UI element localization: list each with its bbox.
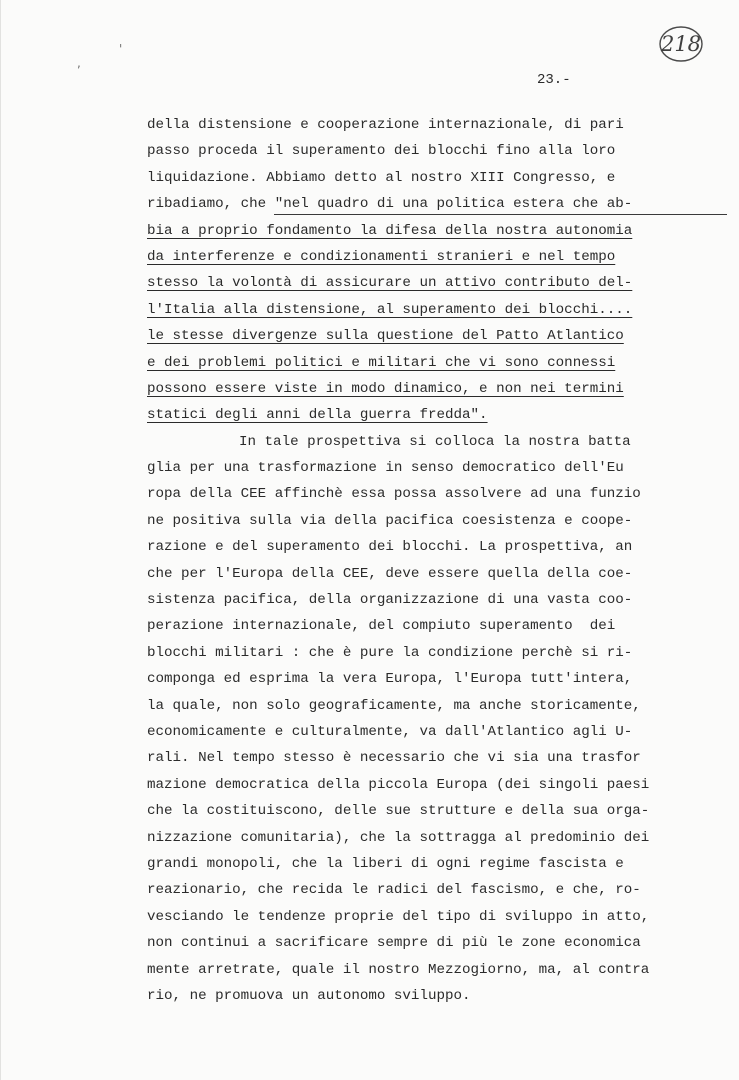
line-text: le stesse divergenze sulla questione del Patto Atlantico xyxy=(147,328,624,345)
line-text: che per l'Europa della CEE, deve essere quella della coe- xyxy=(147,565,633,582)
line-text: ropa della CEE affinchè essa possa assolvere ad una funzio xyxy=(147,486,641,503)
underlined-text-line xyxy=(147,323,727,349)
line-text: statici degli anni della guerra fredda". xyxy=(147,407,488,424)
line-text: bia a proprio fondamento la difesa della nostra autonomia xyxy=(147,222,633,239)
text-line xyxy=(147,877,727,903)
stamp-number: 218 xyxy=(660,32,702,56)
line-text: nizzazione comunitaria), che la sottragga al predominio dei xyxy=(147,829,650,846)
line-text: ribadiamo, che "nel quadro di una politica estera che ab- xyxy=(147,196,633,213)
line-text: reazionario, che recida le radici del fascismo, e che, ro- xyxy=(147,882,641,899)
ink-speck: ' xyxy=(119,42,123,56)
text-line xyxy=(147,772,727,798)
text-line xyxy=(147,138,727,164)
text-line xyxy=(147,640,727,666)
text-line xyxy=(147,165,727,191)
line-text: glia per una trasformazione in senso democratico dell'Eu xyxy=(147,460,624,477)
line-text: possono essere viste in modo dinamico, e non nei termini xyxy=(147,380,624,397)
text-line xyxy=(147,719,727,745)
text-line xyxy=(147,429,727,455)
line-text: passo proceda il superamento dei blocchi fino alla loro xyxy=(147,143,616,160)
text-line xyxy=(147,904,727,930)
underlined-text-line xyxy=(147,402,727,428)
line-text: da interferenze e condizionamenti stranieri e nel tempo xyxy=(147,248,616,265)
ink-speck: , xyxy=(77,56,81,70)
line-text: sistenza pacifica, della organizzazione di una vasta coo- xyxy=(147,592,633,609)
page-number: 23.- xyxy=(537,72,571,88)
text-line xyxy=(147,798,727,824)
text-line xyxy=(147,930,727,956)
line-text: liquidazione. Abbiamo detto al nostro XIII Congresso, e xyxy=(147,169,616,186)
archive-stamp xyxy=(657,24,705,64)
line-text: grandi monopoli, che la liberi di ogni regime fascista e xyxy=(147,855,624,872)
line-text: rio, ne promuova un autonomo sviluppo. xyxy=(147,987,471,1004)
line-text: l'Italia alla distensione, al superamento dei blocchi.... xyxy=(147,301,633,318)
underlined-text-line xyxy=(147,350,727,376)
text-line xyxy=(147,851,727,877)
quote-underline xyxy=(274,214,727,215)
underlined-text-line xyxy=(147,297,727,323)
line-text: stesso la volontà di assicurare un attivo contributo del- xyxy=(147,275,633,292)
text-line xyxy=(147,561,727,587)
text-line xyxy=(147,745,727,771)
line-text: e dei problemi politici e militari che vi sono connessi xyxy=(147,354,616,371)
line-text: blocchi militari : che è pure la condizione perchè si ri- xyxy=(147,644,633,661)
underlined-text-line xyxy=(147,376,727,402)
line-text: perazione internazionale, del compiuto superamento dei xyxy=(147,618,616,635)
line-text: razione e del superamento dei blocchi. La prospettiva, an xyxy=(147,539,633,556)
text-line xyxy=(147,825,727,851)
line-text: della distensione e cooperazione internazionale, di pari xyxy=(147,117,624,133)
line-text: la quale, non solo geograficamente, ma anche storicamente, xyxy=(147,697,641,714)
text-line xyxy=(147,666,727,692)
line-text: componga ed esprima la vera Europa, l'Europa tutt'intera, xyxy=(147,671,633,688)
text-line xyxy=(147,508,727,534)
typed-body-text xyxy=(147,112,727,1009)
text-line xyxy=(147,613,727,639)
line-text: vesciando le tendenze proprie del tipo di sviluppo in atto, xyxy=(147,908,650,925)
text-line xyxy=(147,112,727,138)
underlined-text-line xyxy=(147,244,727,270)
line-text: mente arretrate, quale il nostro Mezzogiorno, ma, al contra xyxy=(147,961,650,978)
underlined-text-line xyxy=(147,218,727,244)
line-text: non continui a sacrificare sempre di più le zone economica xyxy=(147,935,641,952)
line-text: mazione democratica della piccola Europa (dei singoli paesi xyxy=(147,776,650,793)
text-line xyxy=(147,693,727,719)
text-line xyxy=(147,983,727,1009)
text-line xyxy=(147,957,727,983)
line-text: ne positiva sulla via della pacifica coesistenza e coope- xyxy=(147,512,633,529)
text-line xyxy=(147,455,727,481)
line-text: rali. Nel tempo stesso è necessario che vi sia una trasfor xyxy=(147,750,641,767)
line-text: In tale prospettiva si colloca la nostra batta xyxy=(239,433,631,450)
underlined-text-line xyxy=(147,270,727,296)
line-text: che la costituiscono, delle sue strutture e della sua orga- xyxy=(147,803,650,820)
text-line xyxy=(147,191,727,217)
text-line xyxy=(147,534,727,560)
text-line xyxy=(147,587,727,613)
line-text: economicamente e culturalmente, va dall'Atlantico agli U- xyxy=(147,723,633,740)
text-line xyxy=(147,481,727,507)
